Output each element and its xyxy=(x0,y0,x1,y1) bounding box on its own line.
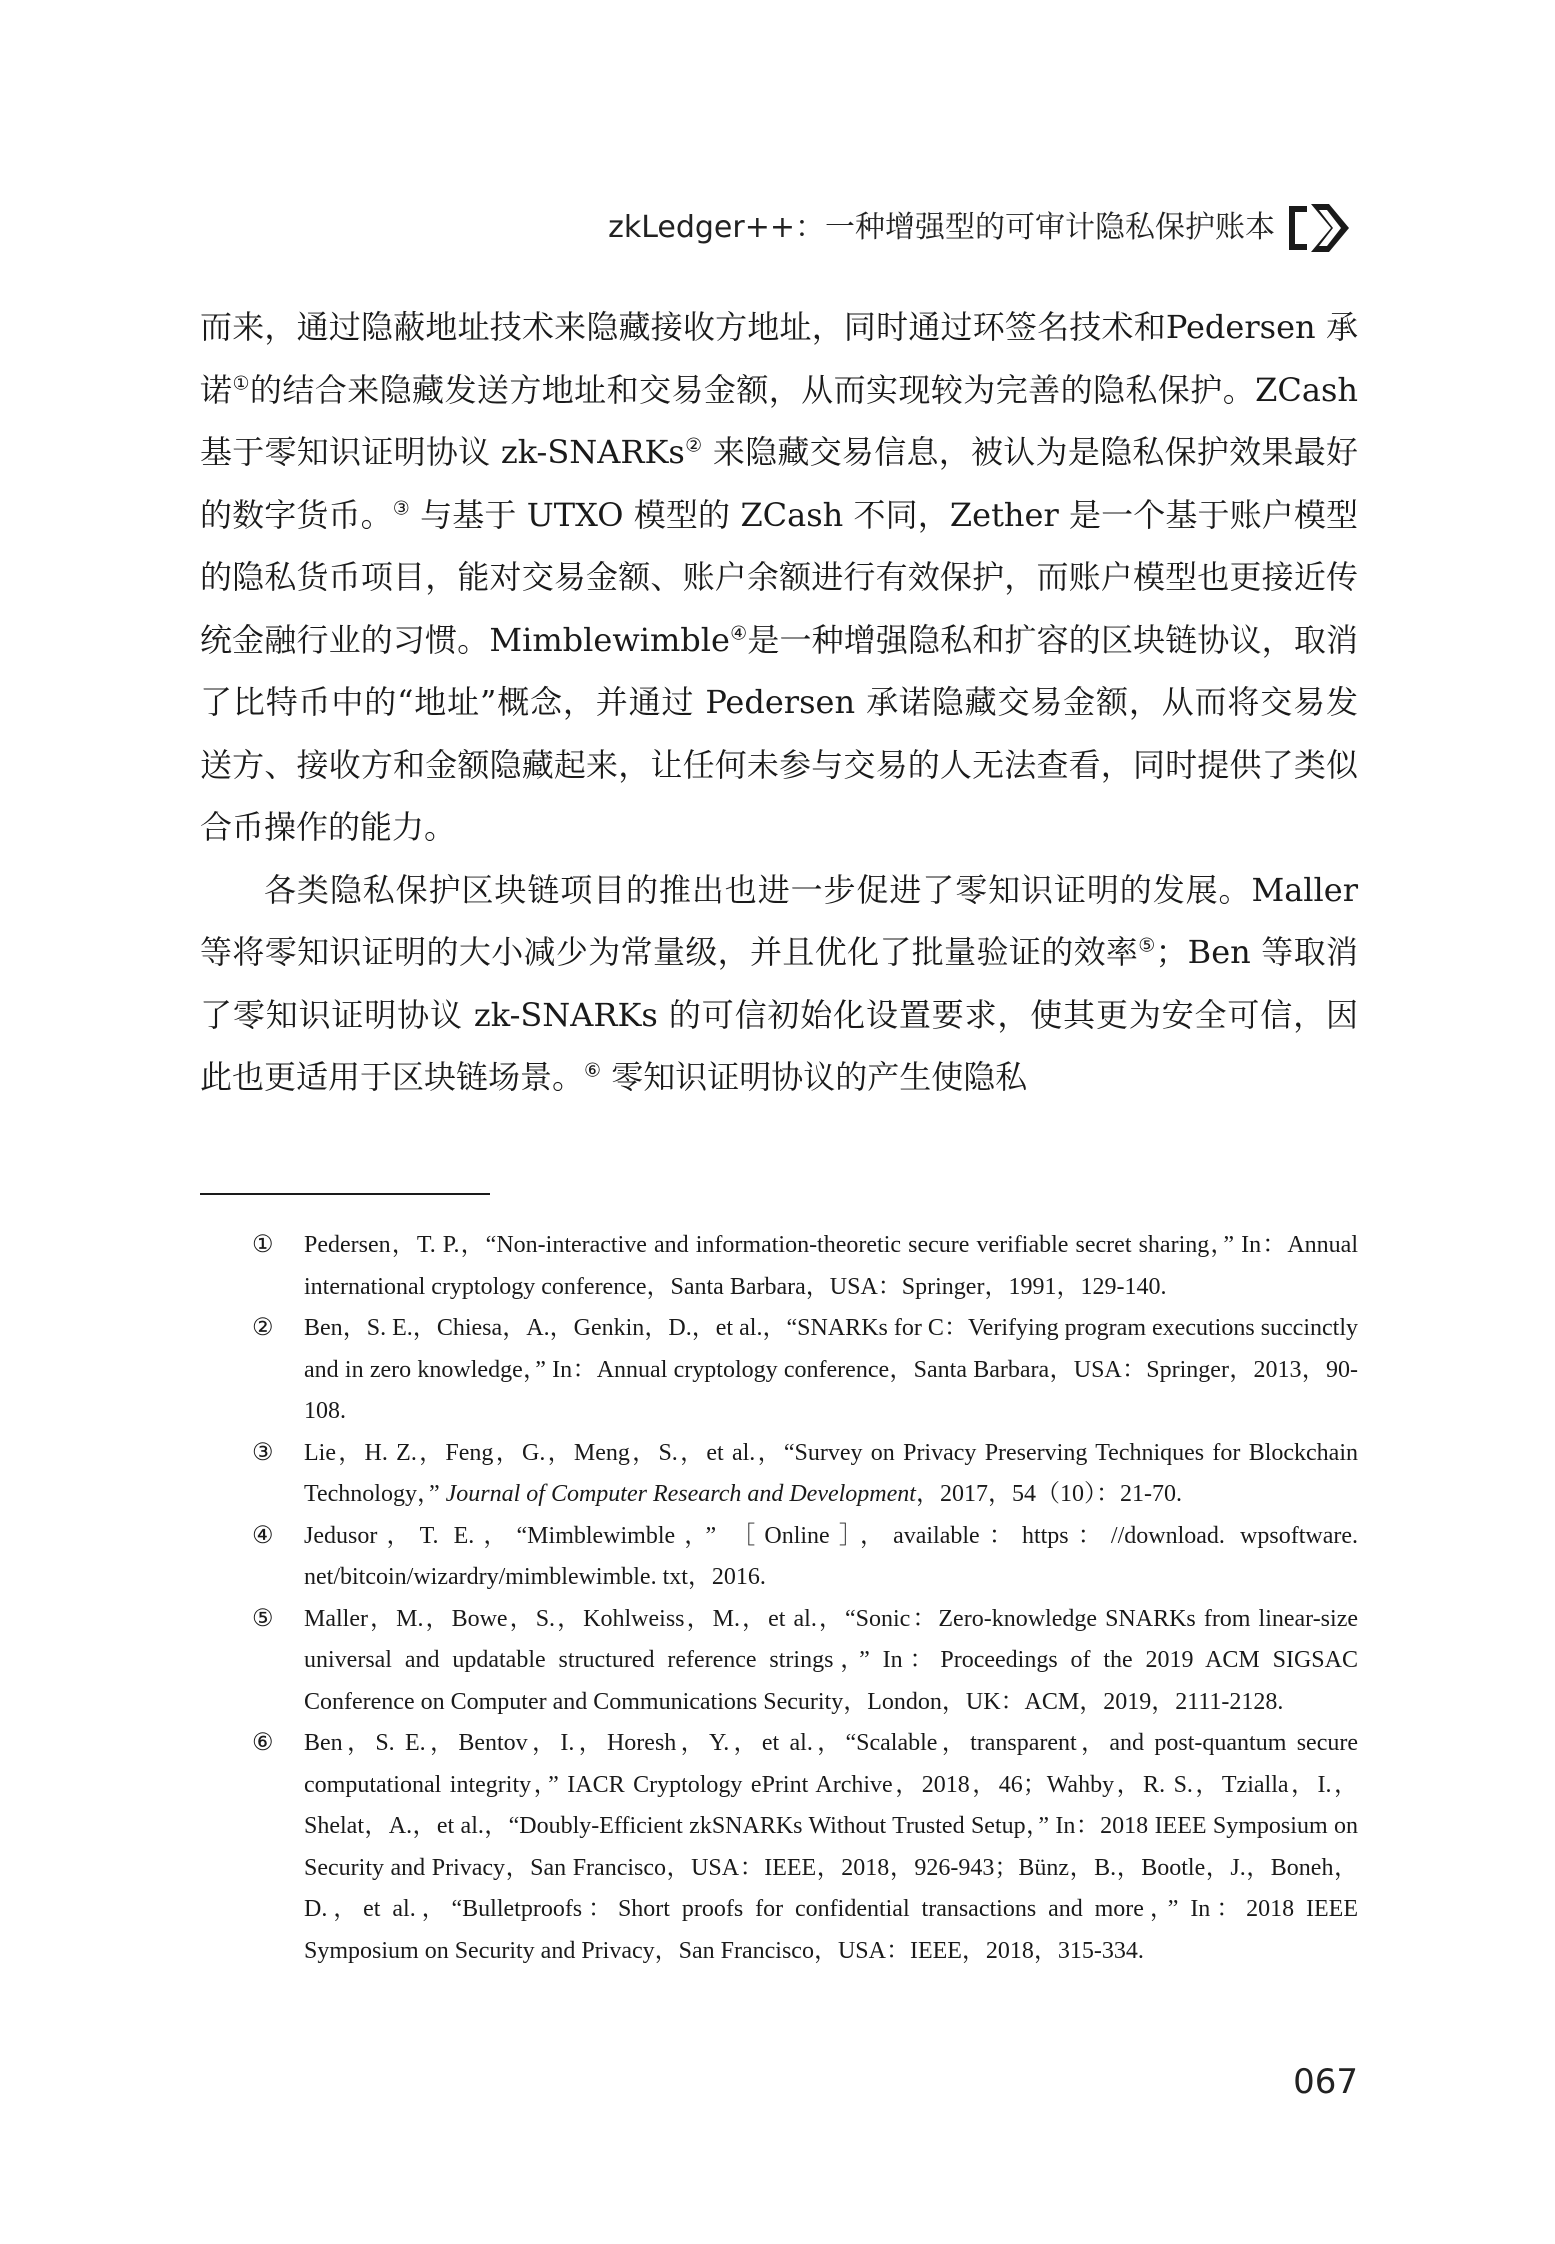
paragraph-1: 而来，通过隐蔽地址技术来隐藏接收方地址，同时通过环签名技术和Pedersen 承诺①的结合来隐藏发送方地址和交易金额，从而实现较为完善的隐私保护。ZCash 基于零知识证明协议 zk-SNARKs② 来隐藏交易信息，被认为是隐私保护效果最好的数字货币。③ 与基于 UTXO 模型的 ZCash 不同，Zether 是一个基于账户模型的隐私货币项目，能对交易金额、账户余额进行有效保护，而账户模型也更接近传统金融行业的习惯。Mimblewimble④是一种增强隐私和扩容的区块链协议，取消了比特币中的“地址”概念，并通过 Pedersen 承诺隐藏交易金额，从而将交易发送方、接收方和金额隐藏起来，让任何未参与交易的人无法查看，同时提供了类似合币操作的能力。 xyxy=(200,308,1358,846)
page-number: 067 xyxy=(1293,2062,1358,2102)
footnote-ref-5: ⑤ xyxy=(1138,934,1156,957)
footnote-4: ④ Jedusor，T. E.，“Mimblewimble，” ［Online］，available：https：//download. wpsoftware. net/bitcoin/wizardry/mimblewimble. txt，2016. xyxy=(252,1522,1358,1590)
footnote-6: ⑥ Ben，S. E.，Bentov，I.，Horesh，Y.，et al.，“Scalable，transparent，and post-quantum secure computational integrity，” IACR Cryptology ePrint Archive，2018，46；Wahby，R. S.，Tzialla，I.，Shelat，A.，et al.，“Doubly-Efficient zkSNARKs Without Trusted Setup，” In：2018 IEEE Symposium on Security and Privacy，San Francisco，USA：IEEE，2018，926-943；Bünz，B.，Bootle，J.，Boneh，D.，et al.，“Bulletproofs：Short proofs for confidential transactions and more，” In：2018 IEEE Symposium on Security and Privacy，San Francisco，USA：IEEE，2018，315-334. xyxy=(252,1730,1358,1964)
footnote-ref-4: ④ xyxy=(729,621,748,644)
footnote-ref-1: ① xyxy=(232,371,250,394)
footnote-ref-6: ⑥ xyxy=(584,1059,602,1082)
footnote-3: ③ Lie，H. Z.，Feng，G.，Meng，S.，et al.，“Survey on Privacy Preserving Techniques for Blockchain Technology，” Journal of Computer Research and Development，2017，54（10）：21-70. xyxy=(252,1439,1358,1507)
footnote-5: ⑤ Maller，M.，Bowe，S.，Kohlweiss，M.，et al.，“Sonic：Zero-knowledge SNARKs from linear-size universal and updatable structured reference strings，” In：Proceedings of the 2019 ACM SIGSAC Conference on Computer and Communications Security，London，UK：ACM，2019，2111-2128. xyxy=(252,1605,1358,1715)
paragraph-2: 各类隐私保护区块链项目的推出也进一步促进了零知识证明的发展。Maller 等将零知识证明的大小减少为常量级，并且优化了批量验证的效率⑤；Ben 等取消了零知识证明协议 zk-SNARKs 的可信初始化设置要求，使其更为安全可信，因此也更适用于区块链场景。⑥ 零知识证明协议的产生使隐私 xyxy=(200,870,1358,1096)
footnote-2: ② Ben，S. E.，Chiesa，A.，Genkin，D.，et al.，“SNARKs for C：Verifying program executions succinctly and in zero knowledge，” In：Annual cryptology conference，Santa Barbara，USA：Springer，2013，90-108. xyxy=(252,1315,1358,1424)
footnotes xyxy=(252,1225,1358,1972)
footnote-divider xyxy=(200,1193,490,1195)
chapter-arrow-icon xyxy=(1285,196,1355,260)
journal-title: Journal of Computer Research and Development xyxy=(445,1481,916,1507)
running-header xyxy=(200,200,1355,256)
footnote-1: ① Pedersen，T. P.，“Non-interactive and information-theoretic secure verifiable secret sharing，” In：Annual international cryptology conference，Santa Barbara，USA：Springer，1991，129-140. xyxy=(252,1232,1358,1300)
main-text xyxy=(200,296,1358,1109)
footnote-ref-3: ③ xyxy=(392,496,410,519)
footnote-ref-2: ② xyxy=(684,434,703,457)
running-header-title: zkLedger++：一种增强型的可审计隐私保护账本 xyxy=(608,210,1275,245)
